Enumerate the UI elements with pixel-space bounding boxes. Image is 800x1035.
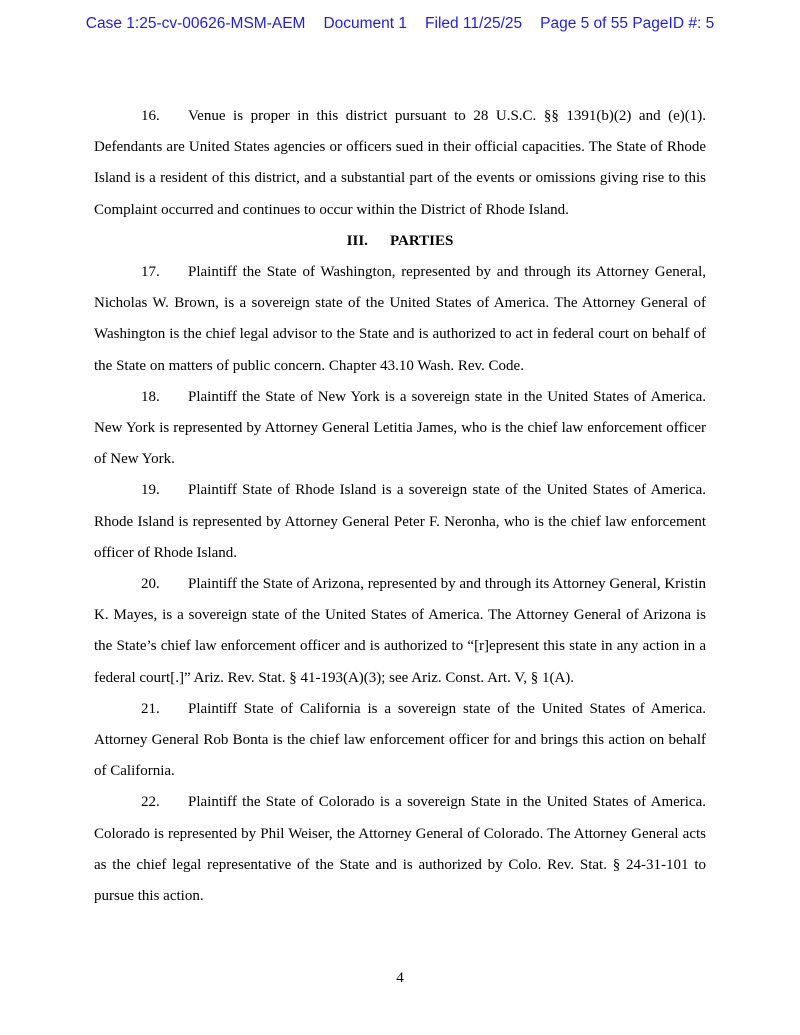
- paragraph-18: [94, 382, 706, 476]
- paragraph-number: 19.: [141, 482, 160, 499]
- ecf-header: [0, 14, 800, 34]
- paragraph-16: [94, 101, 706, 226]
- section-roman-numeral: III.: [346, 232, 368, 249]
- case-number: Case 1:25-cv-00626-MSM-AEM: [85, 15, 306, 32]
- paragraph-text: Plaintiff the State of Colorado is a sovereign State in the United States of America. Colorado is represented by Phil Weiser, the Attorney General of Colorado. The Attorney General acts as the chief legal representative of the State and is authorized by Colo. Rev. Stat. § 24-31-101 to pursue this action.: [94, 794, 706, 905]
- paragraph-number: 17.: [141, 264, 160, 281]
- paragraph-text: Plaintiff the State of New York is a sovereign state in the United States of America. New York is represented by Attorney General Letitia James, who is the chief law enforcement officer of New York.: [94, 388, 706, 468]
- paragraph-20: [94, 569, 706, 694]
- paragraph-22: [94, 787, 706, 912]
- paragraph-number: 22.: [141, 794, 160, 811]
- paragraph-number: 18.: [141, 388, 160, 405]
- paragraph-number: 21.: [141, 700, 160, 717]
- section-heading: [94, 226, 706, 257]
- paragraph-number: 20.: [141, 576, 160, 593]
- document-number: Document 1: [323, 15, 408, 32]
- paragraph-17: [94, 257, 706, 382]
- paragraph-text: Plaintiff State of Rhode Island is a sovereign state of the United States of America. Rhode Island is represented by Attorney General Peter F. Neronha, who is the chief law enforcement officer of Rhode Island.: [94, 482, 706, 561]
- page-number: 4: [396, 970, 404, 986]
- paragraph-text: Venue is proper in this district pursuant to 28 U.S.C. §§ 1391(b)(2) and (e)(1). Defendants are United States agencies or officers sued in their official capacities. The State of Rhode Island is a resident of this district, and a substantial part of the events or omissions giving rise to this Complaint occurred and continues to occur within the District of Rhode Island.: [94, 108, 706, 218]
- document-body: [94, 101, 706, 912]
- page-info: Page 5 of 55 PageID #: 5: [540, 15, 715, 32]
- paragraph-text: Plaintiff the State of Arizona, represented by and through its Attorney General, Kristin K. Mayes, is a sovereign state of the United States of America. The Attorney General of Arizona is the State’s chief law enforcement officer and is authorized to “[r]epresent this state in any action in a federal court[.]” Ariz. Rev. Stat. § 41-193(A)(3); see Ariz. Const. Art. V, § 1(A).: [94, 576, 706, 686]
- paragraph-text: Plaintiff the State of Washington, represented by and through its Attorney General, Nicholas W. Brown, is a sovereign state of the United States of America. The Attorney General of Washington is the chief legal advisor to the State and is authorized to act in federal court on behalf of the State on matters of public concern. Chapter 43.10 Wash. Rev. Code.: [94, 264, 706, 374]
- filed-date: Filed 11/25/25: [425, 15, 523, 32]
- paragraph-number: 16.: [141, 108, 160, 124]
- paragraph-text: Plaintiff State of California is a sovereign state of the United States of America. Attorney General Rob Bonta is the chief law enforcement officer for and brings this action on behalf of California.: [94, 700, 706, 780]
- section-title: PARTIES: [389, 232, 454, 249]
- paragraph-21: [94, 694, 706, 788]
- paragraph-19: [94, 475, 706, 569]
